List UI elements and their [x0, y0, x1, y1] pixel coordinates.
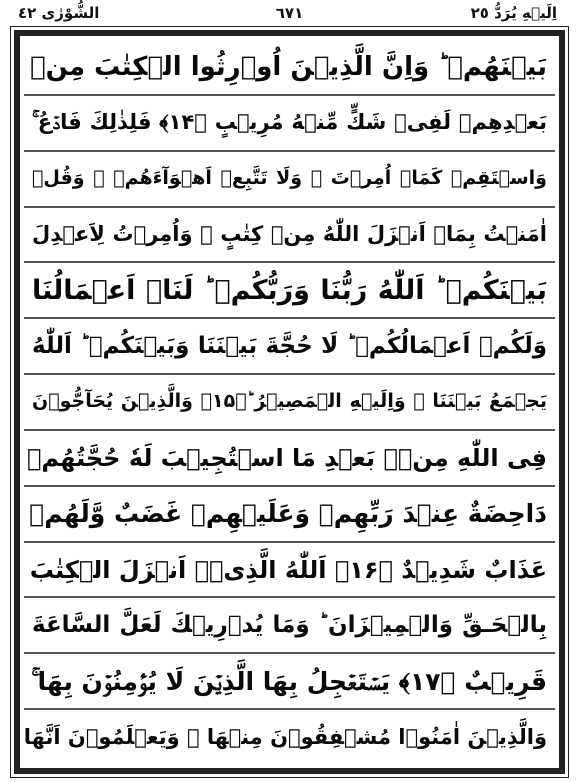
line-text: فِى اللّٰهِ مِنۡۢ بَعۡدِ مَا اسۡتُجِيۡبَ لَهٗ حُجَّتُهُمۡ [27, 443, 547, 472]
line-text: يَجۡمَعُ بَيۡنَنَا ۚ وَاِلَيۡهِ الۡمَصِيۡرُ ؕ﴿۱۵﴾ وَالَّذِيۡنَ يُحَآجُّوۡنَ [32, 390, 547, 413]
line-text: وَاسۡتَقِمۡ كَمَاۤ اُمِرۡتَ ۚ وَلَا تَتَّبِعۡ اَهۡوَآءَهُمۡ ۚ وَقُلۡ [32, 167, 547, 190]
line-text: عَذَابٌ شَدِيۡدٌ ﴿۱۶﴾ اَللّٰهُ الَّذِىۡۤ اَنۡزَلَ الۡكِتٰبَ [29, 555, 547, 584]
text-line [24, 375, 555, 431]
line-text: وَلَكُمۡ اَعۡمَالُكُمۡ ؕ لَا حُجَّةَ بَيۡنَنَا وَبَيۡنَكُمۡ ؕ اَللّٰهُ [32, 332, 547, 359]
line-text: دَاحِضَةٌ عِنۡدَ رَبِّهِمۡ وَعَلَيۡهِمۡ غَضَبٌ وَّلَهُمۡ [29, 499, 547, 529]
text-line [24, 710, 555, 764]
text-line [24, 487, 555, 543]
text-line [24, 654, 555, 710]
line-text: بَيۡنَهُمۡ ؕ وَاِنَّ الَّذِيۡنَ اُوۡرِثُوا الۡكِتٰبَ مِنۡ [29, 51, 547, 82]
page-header [0, 0, 579, 28]
text-lines [24, 40, 555, 764]
page-frame [14, 30, 565, 774]
text-line [24, 40, 555, 96]
text-line [24, 543, 555, 599]
text-line [24, 96, 555, 152]
page-number: ٦٧١ [275, 4, 304, 22]
text-line [24, 208, 555, 264]
line-text: بَيۡنَكُمۡ ؕ اَللّٰهُ رَبُّنَا وَرَبُّكُمۡ ؕ لَنَاۤ اَعۡمَالُنَا [32, 274, 547, 306]
line-text: قَرِيۡبٌ ﴿۱۷﴾ يَسۡتَعۡجِلُ بِهَا الَّذِيۡنَ لَا يُؤۡمِنُوۡنَ بِهَا ۚ [31, 666, 547, 696]
text-line [24, 152, 555, 208]
line-text: بِالۡحَـقِّ وَالۡمِيۡزَانَ ؕ وَمَا يُدۡرِيۡكَ لَعَلَّ السَّاعَةَ [32, 611, 547, 638]
text-line [24, 263, 555, 319]
text-line [24, 319, 555, 375]
line-text: اٰمَنۡتُ بِمَاۤ اَنۡزَلَ اللّٰهُ مِنۡ كِتٰبٍ ۚ وَاُمِرۡتُ لِاَعۡدِلَ [32, 221, 547, 246]
text-line [24, 431, 555, 487]
line-text: وَالَّذِيۡنَ اٰمَنُوۡا مُشۡفِقُوۡنَ مِنۡهَا ۙ وَيَعۡلَمُوۡنَ اَنَّهَا [24, 724, 547, 749]
text-line [24, 598, 555, 654]
surah-name: الشُّوْرٰى ٤٢ [18, 4, 100, 22]
line-text: بَعۡدِهِمۡ لَفِىۡ شَكٍّ مِّنۡهُ مُرِيۡبٍ ﴿۱۴﴾ فَلِذٰلِكَ فَادۡعُ ۚ [32, 110, 547, 135]
juz-name: اِلَيۡهِ يُرَدُّ ٢٥ [470, 4, 557, 22]
